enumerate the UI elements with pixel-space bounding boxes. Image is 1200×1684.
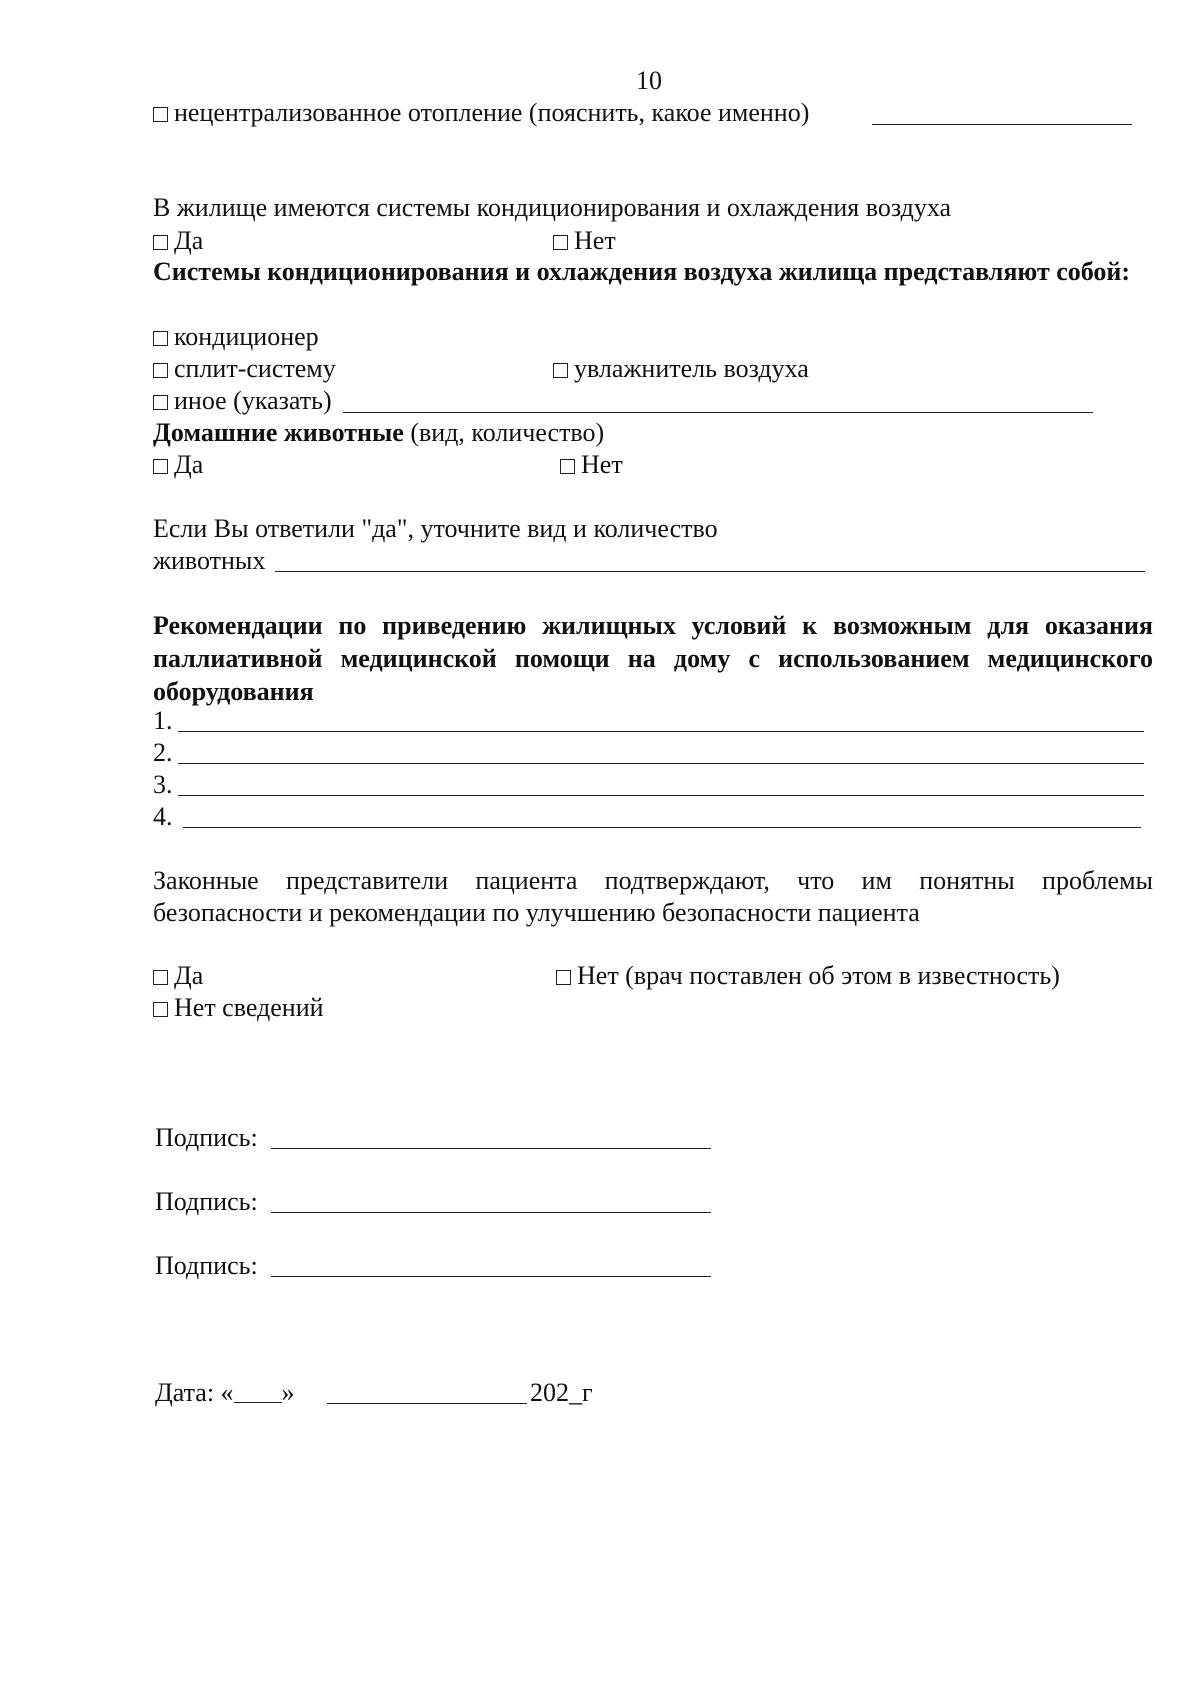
- pets-heading-rest: (вид, количество): [403, 418, 605, 447]
- option-humidifier: [553, 356, 809, 382]
- heating-checkbox[interactable]: [153, 107, 168, 122]
- recommendations-heading-text: Рекомендации по приведению жилищных условий к возможным для оказания паллиативной медицинской помощи на дому с использованием медицинского оборудования: [153, 611, 1153, 706]
- signature-label-2: Подпись:: [155, 1187, 258, 1216]
- heating-option-label: нецентрализованное отопление (пояснить, какое именно): [174, 98, 810, 127]
- conditioner-label: кондиционер: [174, 322, 319, 351]
- split-checkbox[interactable]: [153, 363, 168, 378]
- ac-no-checkbox[interactable]: [553, 235, 568, 250]
- split-label: сплит-систему: [174, 354, 336, 383]
- confirm-no-info-checkbox[interactable]: [153, 1002, 168, 1017]
- heating-fill-line[interactable]: [872, 124, 1132, 125]
- recommendation-line-3[interactable]: [178, 795, 1144, 796]
- confirm-yes-label: Да: [174, 961, 204, 990]
- heating-option: [153, 100, 809, 126]
- ac-yes-checkbox[interactable]: [153, 235, 168, 250]
- confirm-no-info-option: [153, 995, 324, 1021]
- recommendations-heading: [153, 609, 1153, 708]
- signature-label-3: Подпись:: [155, 1251, 258, 1280]
- confirm-no-label: Нет (врач поставлен об этом в известность): [577, 961, 1060, 990]
- recommendation-item-3: 3.: [153, 770, 173, 799]
- signature-line-2[interactable]: [271, 1212, 711, 1213]
- signature-line-1[interactable]: [271, 1148, 711, 1149]
- humidifier-label: увлажнитель воздуха: [574, 354, 809, 383]
- pets-clarify-line1: Если Вы ответили "да", уточните вид и количество: [153, 514, 718, 543]
- confirm-no-info-label: Нет сведений: [174, 993, 324, 1022]
- date-close-quote: »: [281, 1378, 295, 1407]
- page-number: 10: [636, 66, 662, 95]
- ac-yes-option: [153, 228, 203, 254]
- ac-systems-heading-text: Системы кондиционирования и охлаждения воздуха жилища представляют собой:: [153, 257, 1131, 286]
- recommendation-line-4[interactable]: [183, 827, 1141, 828]
- pets-fill-line[interactable]: [275, 571, 1145, 572]
- recommendation-item-1: 1.: [153, 706, 173, 735]
- date-year: 202_г: [530, 1378, 593, 1407]
- signature-line-3[interactable]: [271, 1276, 711, 1277]
- pets-heading: [153, 420, 604, 446]
- recommendation-line-2[interactable]: [178, 763, 1144, 764]
- pets-no-option: [560, 452, 623, 478]
- option-split: [153, 356, 336, 382]
- pets-clarify-line2: животных: [153, 546, 266, 575]
- date-label: Дата: «: [155, 1378, 234, 1407]
- ac-no-label: Нет: [574, 226, 616, 255]
- date-row: [155, 1380, 295, 1406]
- other-label: иное (указать): [174, 386, 332, 415]
- pets-yes-option: [153, 452, 203, 478]
- confirmation-text: [153, 865, 1153, 929]
- recommendation-line-1[interactable]: [178, 731, 1144, 732]
- conditioner-checkbox[interactable]: [153, 331, 168, 346]
- pets-heading-bold: Домашние животные: [153, 418, 404, 447]
- ac-systems-heading: [153, 256, 1153, 320]
- pets-yes-checkbox[interactable]: [153, 459, 168, 474]
- option-conditioner: [153, 324, 319, 350]
- date-month-field[interactable]: [327, 1403, 527, 1404]
- recommendation-item-2: 2.: [153, 738, 173, 767]
- confirmation-text-content: Законные представители пациента подтверждают, что им понятны проблемы безопасности и рекомендации по улучшению безопасности пациента: [153, 866, 1153, 927]
- ac-yes-label: Да: [174, 226, 204, 255]
- confirm-yes-option: [153, 963, 203, 989]
- ac-no-option: [553, 228, 616, 254]
- ac-question-text: В жилище имеются системы кондиционирования и охлаждения воздуха: [153, 193, 952, 222]
- pets-yes-label: Да: [174, 450, 204, 479]
- recommendation-item-4: 4.: [153, 802, 173, 831]
- option-other: [153, 388, 332, 414]
- confirm-yes-checkbox[interactable]: [153, 970, 168, 985]
- pets-no-label: Нет: [581, 450, 623, 479]
- date-day-field[interactable]: [234, 1380, 282, 1403]
- confirm-no-option: [556, 963, 1060, 989]
- humidifier-checkbox[interactable]: [553, 363, 568, 378]
- confirm-no-checkbox[interactable]: [556, 970, 571, 985]
- signature-label-1: Подпись:: [155, 1123, 258, 1152]
- pets-no-checkbox[interactable]: [560, 459, 575, 474]
- other-checkbox[interactable]: [153, 395, 168, 410]
- other-fill-line[interactable]: [343, 412, 1093, 413]
